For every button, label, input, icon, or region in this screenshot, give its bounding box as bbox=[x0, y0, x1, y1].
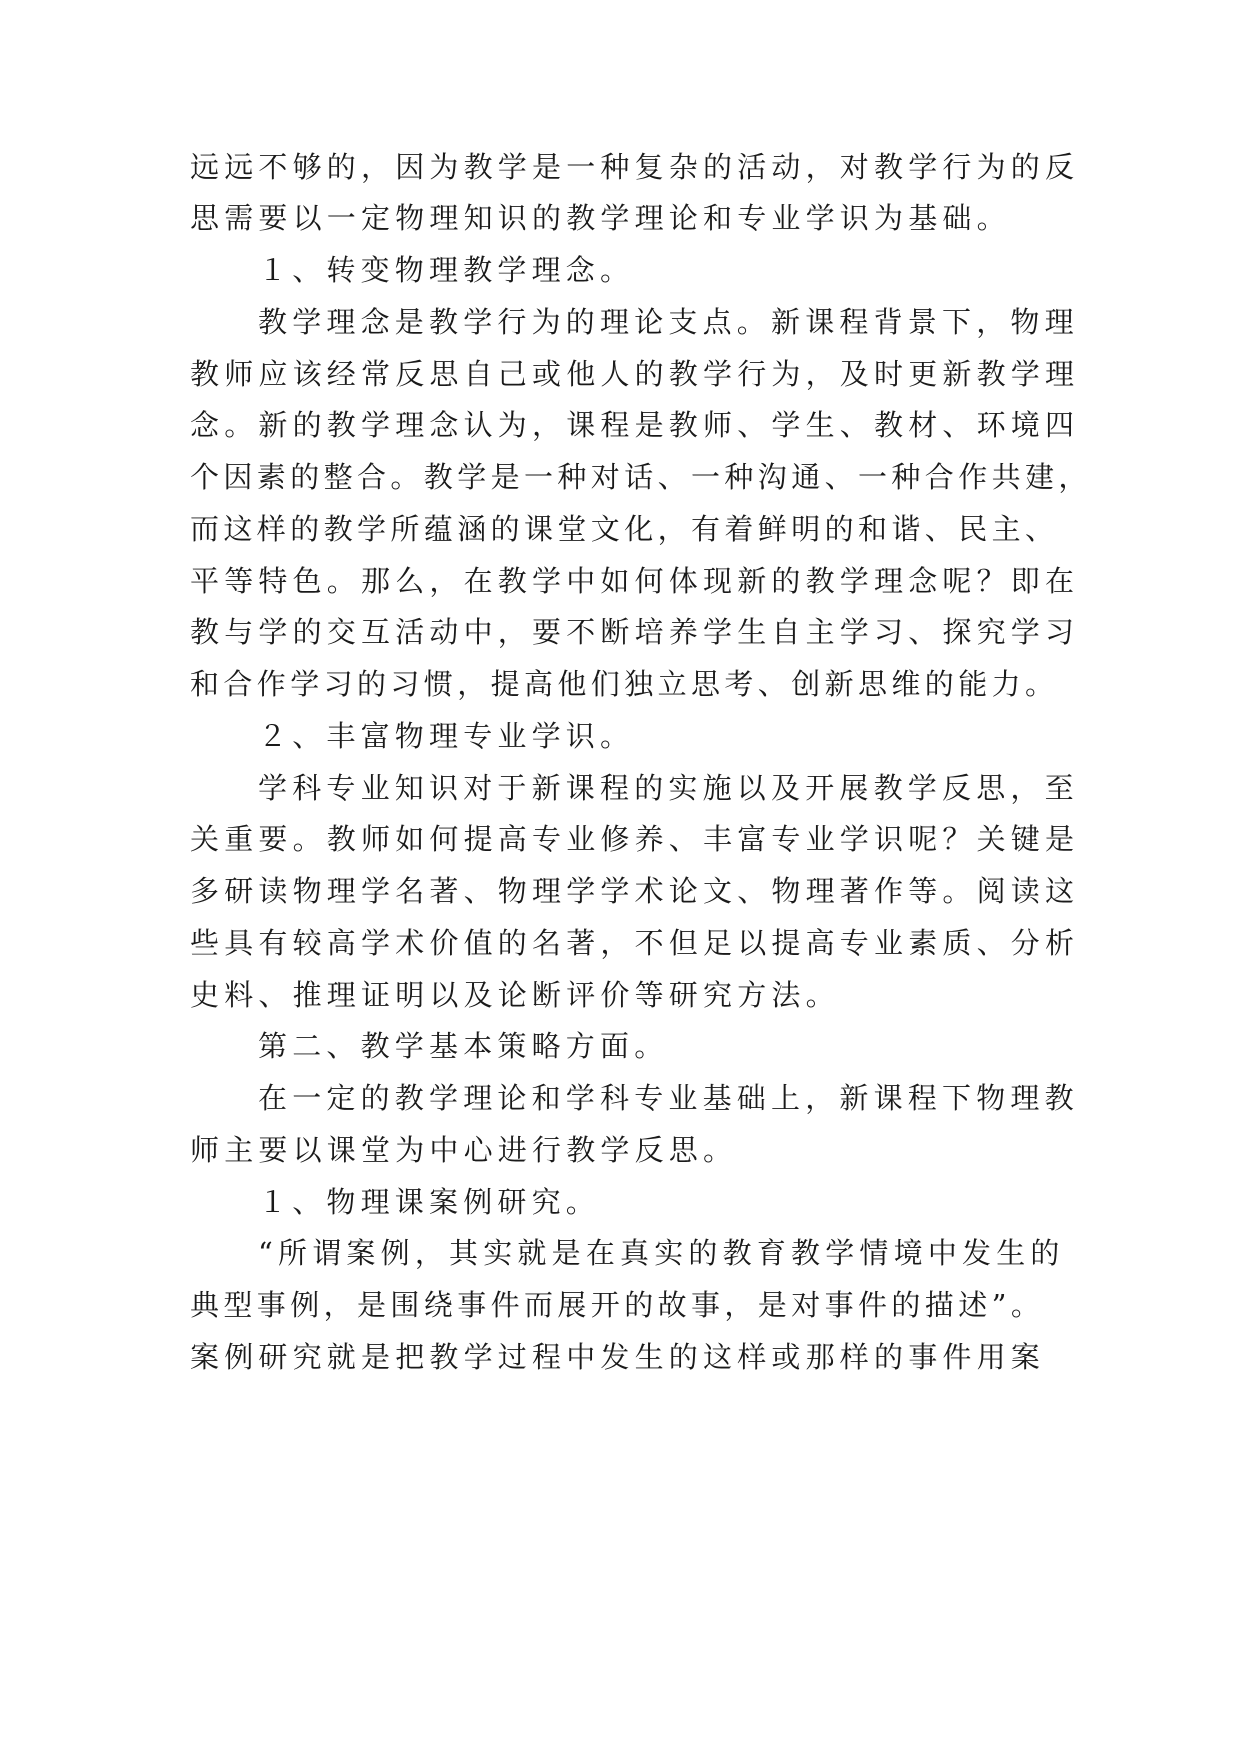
text-line: 平等特色。那么，在教学中如何体现新的教学理念呢？即在 bbox=[190, 564, 1080, 598]
text-line: 和合作学习的习惯，提高他们独立思考、创新思维的能力。 bbox=[190, 667, 1059, 701]
text-line: 教学理念是教学行为的理论支点。新课程背景下，物理 bbox=[258, 305, 1079, 339]
text-line: 史料、推理证明以及论断评价等研究方法。 bbox=[190, 978, 840, 1012]
text-line: 师主要以课堂为中心进行教学反思。 bbox=[190, 1133, 738, 1167]
section-heading: ２、丰富物理专业学识。 bbox=[258, 719, 635, 753]
section-heading: １、物理课案例研究。 bbox=[258, 1185, 601, 1219]
text-line: 思需要以一定物理知识的教学理论和专业学识为基础。 bbox=[190, 201, 1011, 235]
text-line: 在一定的教学理论和学科专业基础上，新课程下物理教 bbox=[258, 1081, 1079, 1115]
text-line: 教师应该经常反思自己或他人的教学行为，及时更新教学理 bbox=[190, 357, 1080, 391]
text-line: 而这样的教学所蕴涵的课堂文化，有着鲜明的和谐、民主、 bbox=[190, 512, 1059, 546]
text-line: 远远不够的，因为教学是一种复杂的活动，对教学行为的反 bbox=[190, 150, 1080, 184]
text-line: “所谓案例，其实就是在真实的教育教学情境中发生的 bbox=[258, 1236, 1065, 1270]
text-line: 学科专业知识对于新课程的实施以及开展教学反思，至 bbox=[258, 771, 1079, 805]
text-line: 典型事例，是围绕事件而展开的故事，是对事件的描述”。 bbox=[190, 1288, 1045, 1322]
text-line: 案例研究就是把教学过程中发生的这样或那样的事件用案 bbox=[190, 1340, 1046, 1374]
text-line: 关重要。教师如何提高专业修养、丰富专业学识呢？关键是 bbox=[190, 822, 1080, 856]
section-heading: １、转变物理教学理念。 bbox=[258, 253, 635, 287]
text-line: 个因素的整合。教学是一种对话、一种沟通、一种合作共建， bbox=[190, 460, 1092, 494]
text-line: 教与学的交互活动中，要不断培养学生自主学习、探究学习 bbox=[190, 615, 1080, 649]
section-heading: 第二、教学基本策略方面。 bbox=[258, 1029, 669, 1063]
text-line: 些具有较高学术价值的名著，不但足以提高专业素质、分析 bbox=[190, 926, 1080, 960]
text-line: 多研读物理学名著、物理学学术论文、物理著作等。阅读这 bbox=[190, 874, 1080, 908]
text-line: 念。新的教学理念认为，课程是教师、学生、教材、环境四 bbox=[190, 408, 1080, 442]
